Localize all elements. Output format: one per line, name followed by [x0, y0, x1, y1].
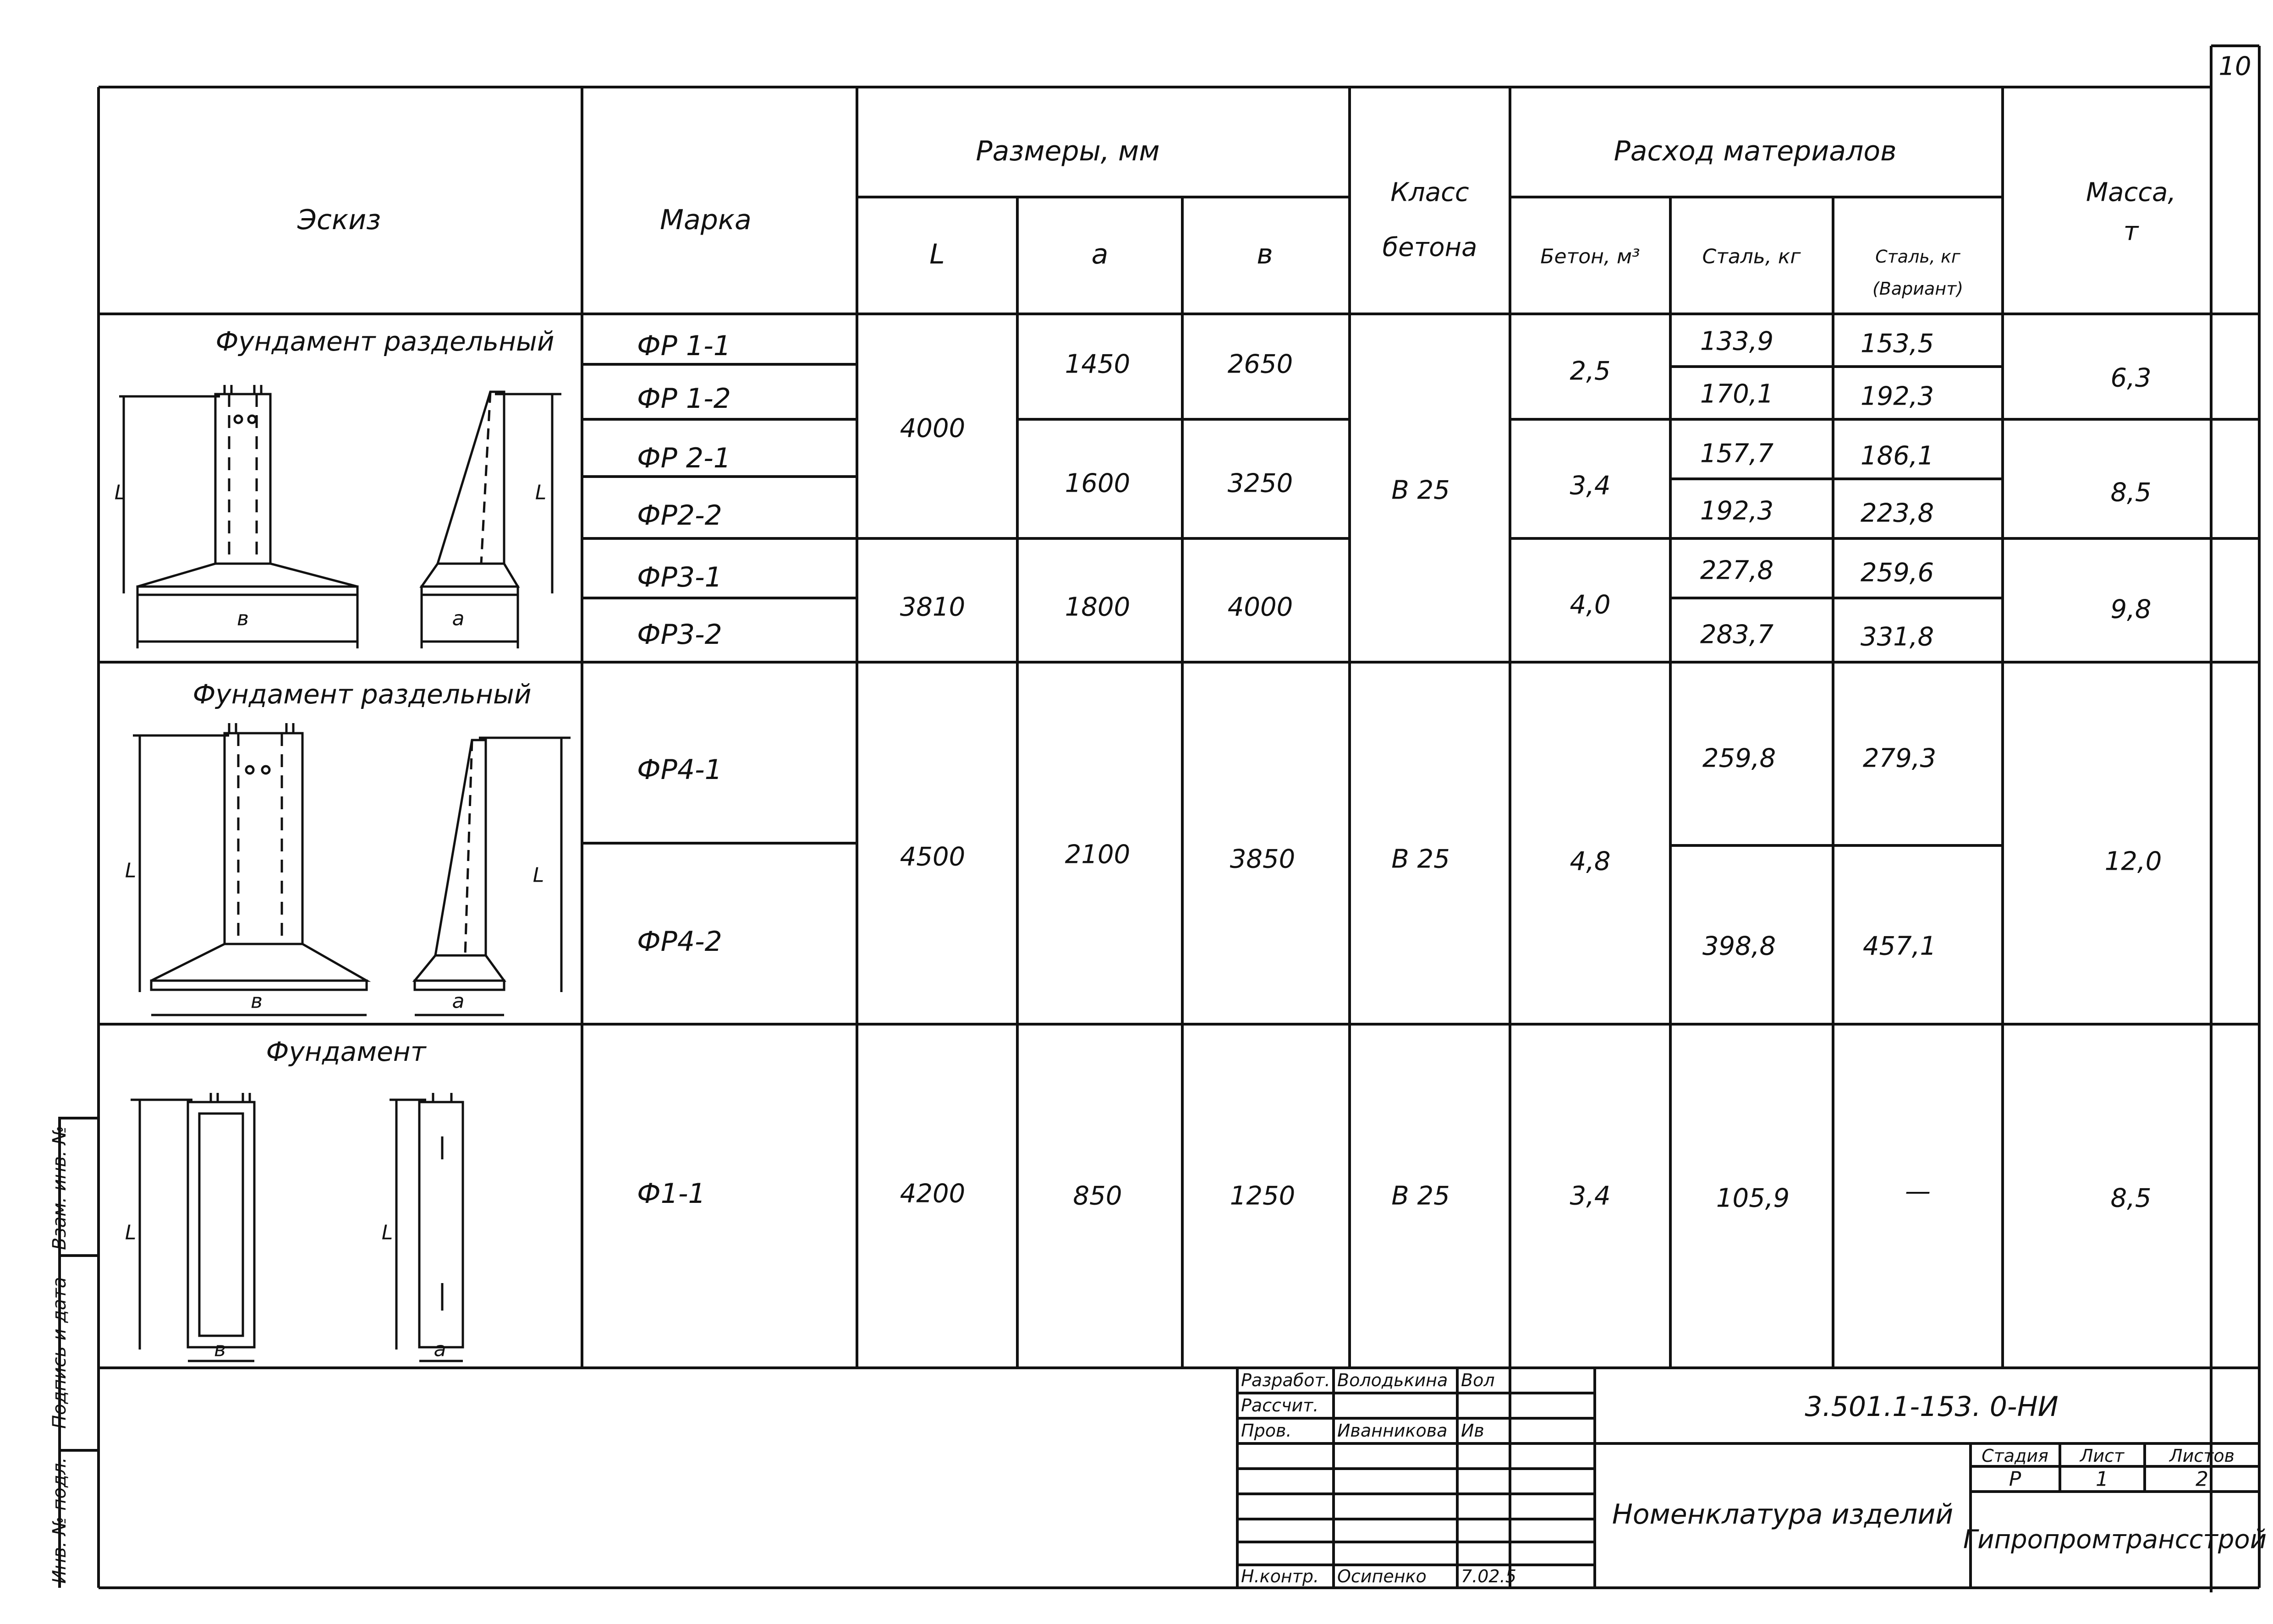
name-cell: Володькина	[1337, 1370, 1448, 1390]
b-cell: 3850	[1230, 844, 1296, 874]
header-mark: Марка	[660, 204, 752, 236]
header-dim-L: L	[929, 238, 945, 270]
steel-var-cell: 331,8	[1860, 622, 1934, 652]
header-dim-a: а	[1091, 238, 1109, 270]
mass-cell: 8,5	[2110, 477, 2152, 508]
mass-cell: 12,0	[2104, 846, 2162, 877]
sketch-label-L: L	[114, 481, 126, 505]
steel-cell: 283,7	[1700, 620, 1774, 650]
doc-code: 3.501.1-153. 0-НИ	[1805, 1391, 2059, 1423]
sheets-label: Листов	[2169, 1446, 2235, 1466]
class-cell: В 25	[1391, 1181, 1450, 1211]
stage-value: Р	[2009, 1467, 2021, 1491]
sketch-foundation-3	[131, 1093, 463, 1361]
steel-cell: 227,8	[1700, 555, 1774, 586]
steel-var-cell: —	[1905, 1176, 1931, 1207]
steel-cell: 170,1	[1700, 379, 1774, 409]
mark-cell: ФР3-2	[637, 619, 722, 651]
header-dimensions: Размеры, мм	[976, 135, 1160, 167]
stamp-inv-orig: Инв. № подл.	[49, 1457, 70, 1584]
group-caption: Фундамент	[266, 1036, 426, 1067]
role-cell: Разработ.	[1241, 1370, 1330, 1390]
sketch-label-L: L	[125, 1221, 137, 1245]
sheet-number: 10	[2218, 51, 2251, 82]
name-cell: Осипенко	[1337, 1566, 1427, 1586]
signature-date: 7.02.5	[1461, 1566, 1516, 1586]
sheets-value: 2	[2196, 1467, 2208, 1491]
steel-cell: 398,8	[1702, 931, 1776, 961]
stamp-sign-date: Подпись и дата	[49, 1277, 70, 1429]
steel-var-cell: 223,8	[1860, 498, 1934, 528]
mark-cell: ФР2-2	[637, 499, 722, 532]
b-cell: 2650	[1227, 349, 1293, 379]
header-steel-kg-var-2: (Вариант)	[1872, 279, 1964, 299]
steel-var-cell: 192,3	[1860, 381, 1934, 411]
header-materials: Расход материалов	[1614, 135, 1897, 167]
group-caption: Фундамент раздельный	[215, 326, 555, 357]
steel-cell: 192,3	[1700, 496, 1774, 526]
sketch-label-L: L	[535, 481, 547, 505]
signature: Вол	[1461, 1370, 1495, 1390]
sketch-label-L: L	[125, 859, 137, 883]
header-mass: Масса,	[2086, 177, 2176, 208]
role-cell: Пров.	[1241, 1421, 1292, 1441]
sketch-foundation-2	[133, 723, 571, 1015]
role-cell: Н.контр.	[1241, 1566, 1319, 1586]
signature: Ив	[1461, 1421, 1484, 1441]
class-cell: В 25	[1391, 475, 1450, 505]
concrete-cell: 2,5	[1570, 356, 1611, 386]
a-cell: 2100	[1065, 839, 1131, 870]
mass-cell: 9,8	[2110, 594, 2152, 625]
concrete-cell: 3,4	[1570, 471, 1611, 501]
sketch-foundation-1	[119, 385, 561, 648]
steel-cell: 259,8	[1702, 743, 1776, 774]
header-steel-kg: Сталь, кг	[1702, 245, 1801, 269]
sketch-label-a: а	[434, 1338, 446, 1361]
mark-cell: ФР 1-2	[637, 383, 731, 415]
sketch-label-L: L	[381, 1221, 393, 1245]
sheet-label: Лист	[2080, 1446, 2125, 1466]
header-steel-kg-var: Сталь, кг	[1875, 247, 1960, 267]
steel-cell: 105,9	[1716, 1183, 1790, 1213]
class-cell: В 25	[1391, 844, 1450, 874]
sketch-label-b: в	[251, 989, 263, 1013]
stage-label: Стадия	[1982, 1446, 2048, 1466]
sketch-label-a: а	[452, 989, 465, 1013]
a-cell: 1800	[1065, 592, 1131, 622]
mass-cell: 8,5	[2110, 1183, 2152, 1213]
L-cell: 4200	[900, 1179, 966, 1209]
header-concrete-class: Класс	[1390, 177, 1469, 208]
sheet-value: 1	[2096, 1467, 2108, 1491]
concrete-cell: 4,0	[1570, 590, 1611, 620]
L-cell: 3810	[900, 592, 966, 622]
mark-cell: ФР 2-1	[637, 442, 731, 474]
mark-cell: ФР 1-1	[637, 330, 731, 362]
a-cell: 850	[1073, 1181, 1122, 1211]
header-dim-b: в	[1257, 238, 1273, 270]
concrete-cell: 3,4	[1570, 1181, 1611, 1211]
a-cell: 1600	[1065, 468, 1131, 499]
sketch-label-L: L	[533, 863, 544, 887]
L-cell: 4000	[900, 413, 966, 444]
sketch-label-b: в	[214, 1338, 226, 1361]
stamp-vzam-inv: Взам. инв. №	[49, 1125, 70, 1250]
header-mass-unit: т	[2123, 216, 2139, 247]
concrete-cell: 4,8	[1570, 846, 1611, 877]
b-cell: 1250	[1230, 1181, 1296, 1211]
mark-cell: ФР4-1	[637, 754, 722, 786]
steel-var-cell: 279,3	[1862, 743, 1937, 774]
name-cell: Иванникова	[1337, 1421, 1448, 1441]
L-cell: 4500	[900, 842, 966, 872]
steel-cell: 133,9	[1700, 326, 1774, 357]
steel-var-cell: 457,1	[1862, 931, 1937, 961]
mark-cell: ФР3-1	[637, 561, 722, 593]
organization: Гипропромтрансстрой	[1963, 1525, 2267, 1555]
steel-var-cell: 259,6	[1860, 558, 1934, 588]
doc-title: Номенклатура изделий	[1612, 1498, 1954, 1531]
mass-cell: 6,3	[2110, 363, 2152, 393]
group-caption: Фундамент раздельный	[192, 679, 532, 710]
sketch-label-a: а	[452, 607, 465, 631]
a-cell: 1450	[1065, 349, 1131, 379]
header-concrete-class-2: бетона	[1382, 232, 1477, 263]
header-sketch: Эскиз	[297, 204, 381, 236]
steel-var-cell: 186,1	[1860, 441, 1934, 471]
b-cell: 4000	[1227, 592, 1293, 622]
steel-var-cell: 153,5	[1860, 329, 1934, 359]
mark-cell: Ф1-1	[637, 1178, 706, 1210]
sketch-label-b: в	[237, 607, 249, 631]
b-cell: 3250	[1227, 468, 1293, 499]
steel-cell: 157,7	[1700, 439, 1774, 469]
mark-cell: ФР4-2	[637, 926, 722, 958]
role-cell: Рассчит.	[1241, 1395, 1319, 1416]
header-concrete-m3: Бетон, м³	[1540, 245, 1640, 269]
